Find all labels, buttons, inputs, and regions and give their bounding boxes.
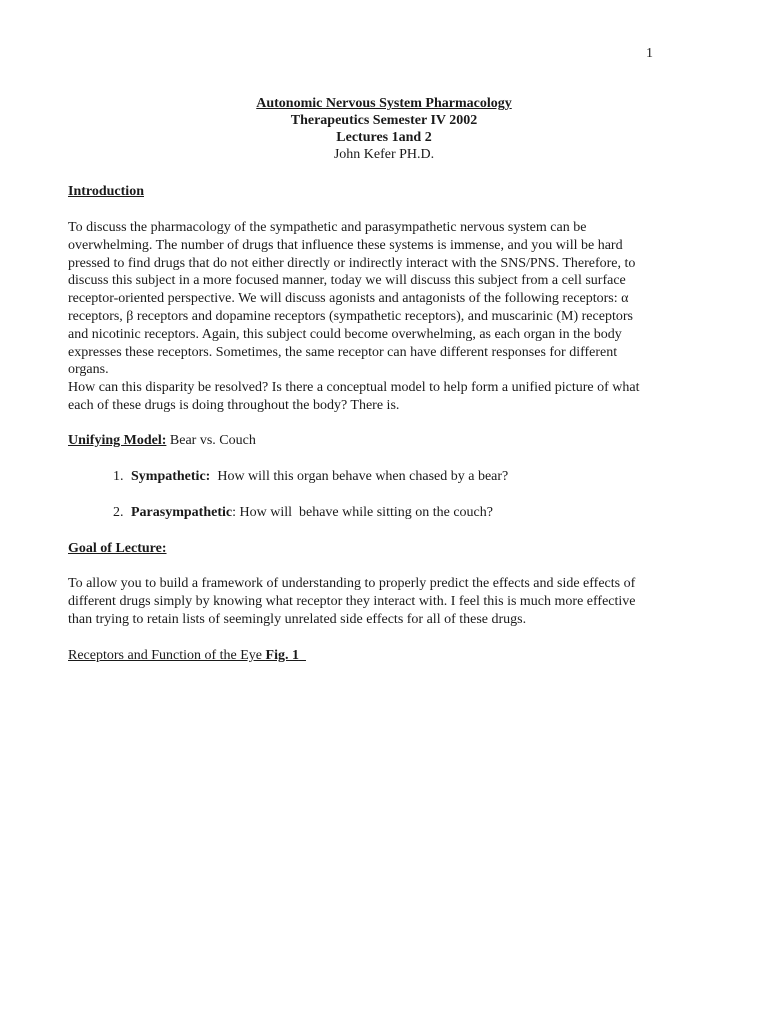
paragraph-line: To allow you to build a framework of understanding to properly predict the effects and side effects of [68, 576, 636, 591]
paragraph-line: than trying to retain lists of seemingly unrelated side effects for all of these drugs. [68, 611, 527, 627]
paragraph-line: expresses these receptors. Sometimes, the same receptor can have different responses for different [68, 344, 618, 360]
introduction-heading: Introduction [68, 184, 144, 199]
author-name: John Kefer PH.D. [333, 147, 435, 162]
course-name: Therapeutics Semester IV 2002 [290, 113, 478, 128]
goal-heading-block [68, 540, 698, 558]
figure-trail [299, 648, 306, 663]
goal-heading: Goal of Lecture: [68, 541, 167, 556]
introduction-paragraph [68, 219, 698, 415]
paragraph-line: organs. [68, 362, 109, 378]
lecture-label: Lectures 1and 2 [336, 130, 432, 145]
figure-reference: Fig. 1 [265, 648, 299, 663]
unifying-model-line [68, 432, 698, 450]
list-item [113, 468, 508, 486]
receptors-eye-text: Receptors and Function of the Eye [68, 648, 266, 663]
page-number: 1 [646, 46, 653, 61]
list-text: How will this organ behave when chased by a bear? [210, 469, 509, 484]
paragraph-line: each of these drugs is doing throughout the body? There is. [68, 397, 400, 413]
list-term: Parasympathetic [131, 505, 233, 520]
goal-paragraph [68, 575, 698, 628]
list-text: : How will behave while sitting on the couch? [232, 505, 493, 520]
paragraph-line: overwhelming. The number of drugs that influence these systems is immense, and you will be hard [68, 237, 623, 253]
paragraph-line: discuss this subject in a more focused manner, today we will discuss this subject from a cell surface [68, 273, 626, 289]
paragraph-line: and nicotinic receptors. Again, this subject could become overwhelming, as each organ in the body [68, 326, 622, 342]
list-term: Sympathetic: [131, 469, 211, 484]
unifying-model-label: Unifying Model: [68, 433, 167, 448]
unifying-model-text: Bear vs. Couch [166, 433, 256, 448]
document-header [0, 95, 768, 163]
paragraph-line: How can this disparity be resolved? Is there a conceptual model to help form a unified picture of what [68, 380, 640, 396]
receptors-eye-line [68, 647, 698, 665]
paragraph-line: To discuss the pharmacology of the sympathetic and parasympathetic nervous system can be [68, 220, 587, 235]
introduction-heading-block [68, 183, 698, 201]
list-item [113, 504, 493, 522]
paragraph-line: pressed to find drugs that do not either directly or indirectly interact with the SNS/PNS. Therefore, to [68, 255, 636, 271]
list-number: 1. [113, 469, 124, 484]
paragraph-line: receptors, β receptors and dopamine receptors (sympathetic receptors), and muscarinic (M) receptors [68, 308, 633, 324]
document-title: Autonomic Nervous System Pharmacology [256, 96, 512, 111]
paragraph-line: receptor-oriented perspective. We will discuss agonists and antagonists of the following receptors: α [68, 291, 629, 307]
paragraph-line: different drugs simply by knowing what receptor they interact with. I feel this is much more effective [68, 593, 636, 609]
list-number: 2. [113, 505, 124, 520]
